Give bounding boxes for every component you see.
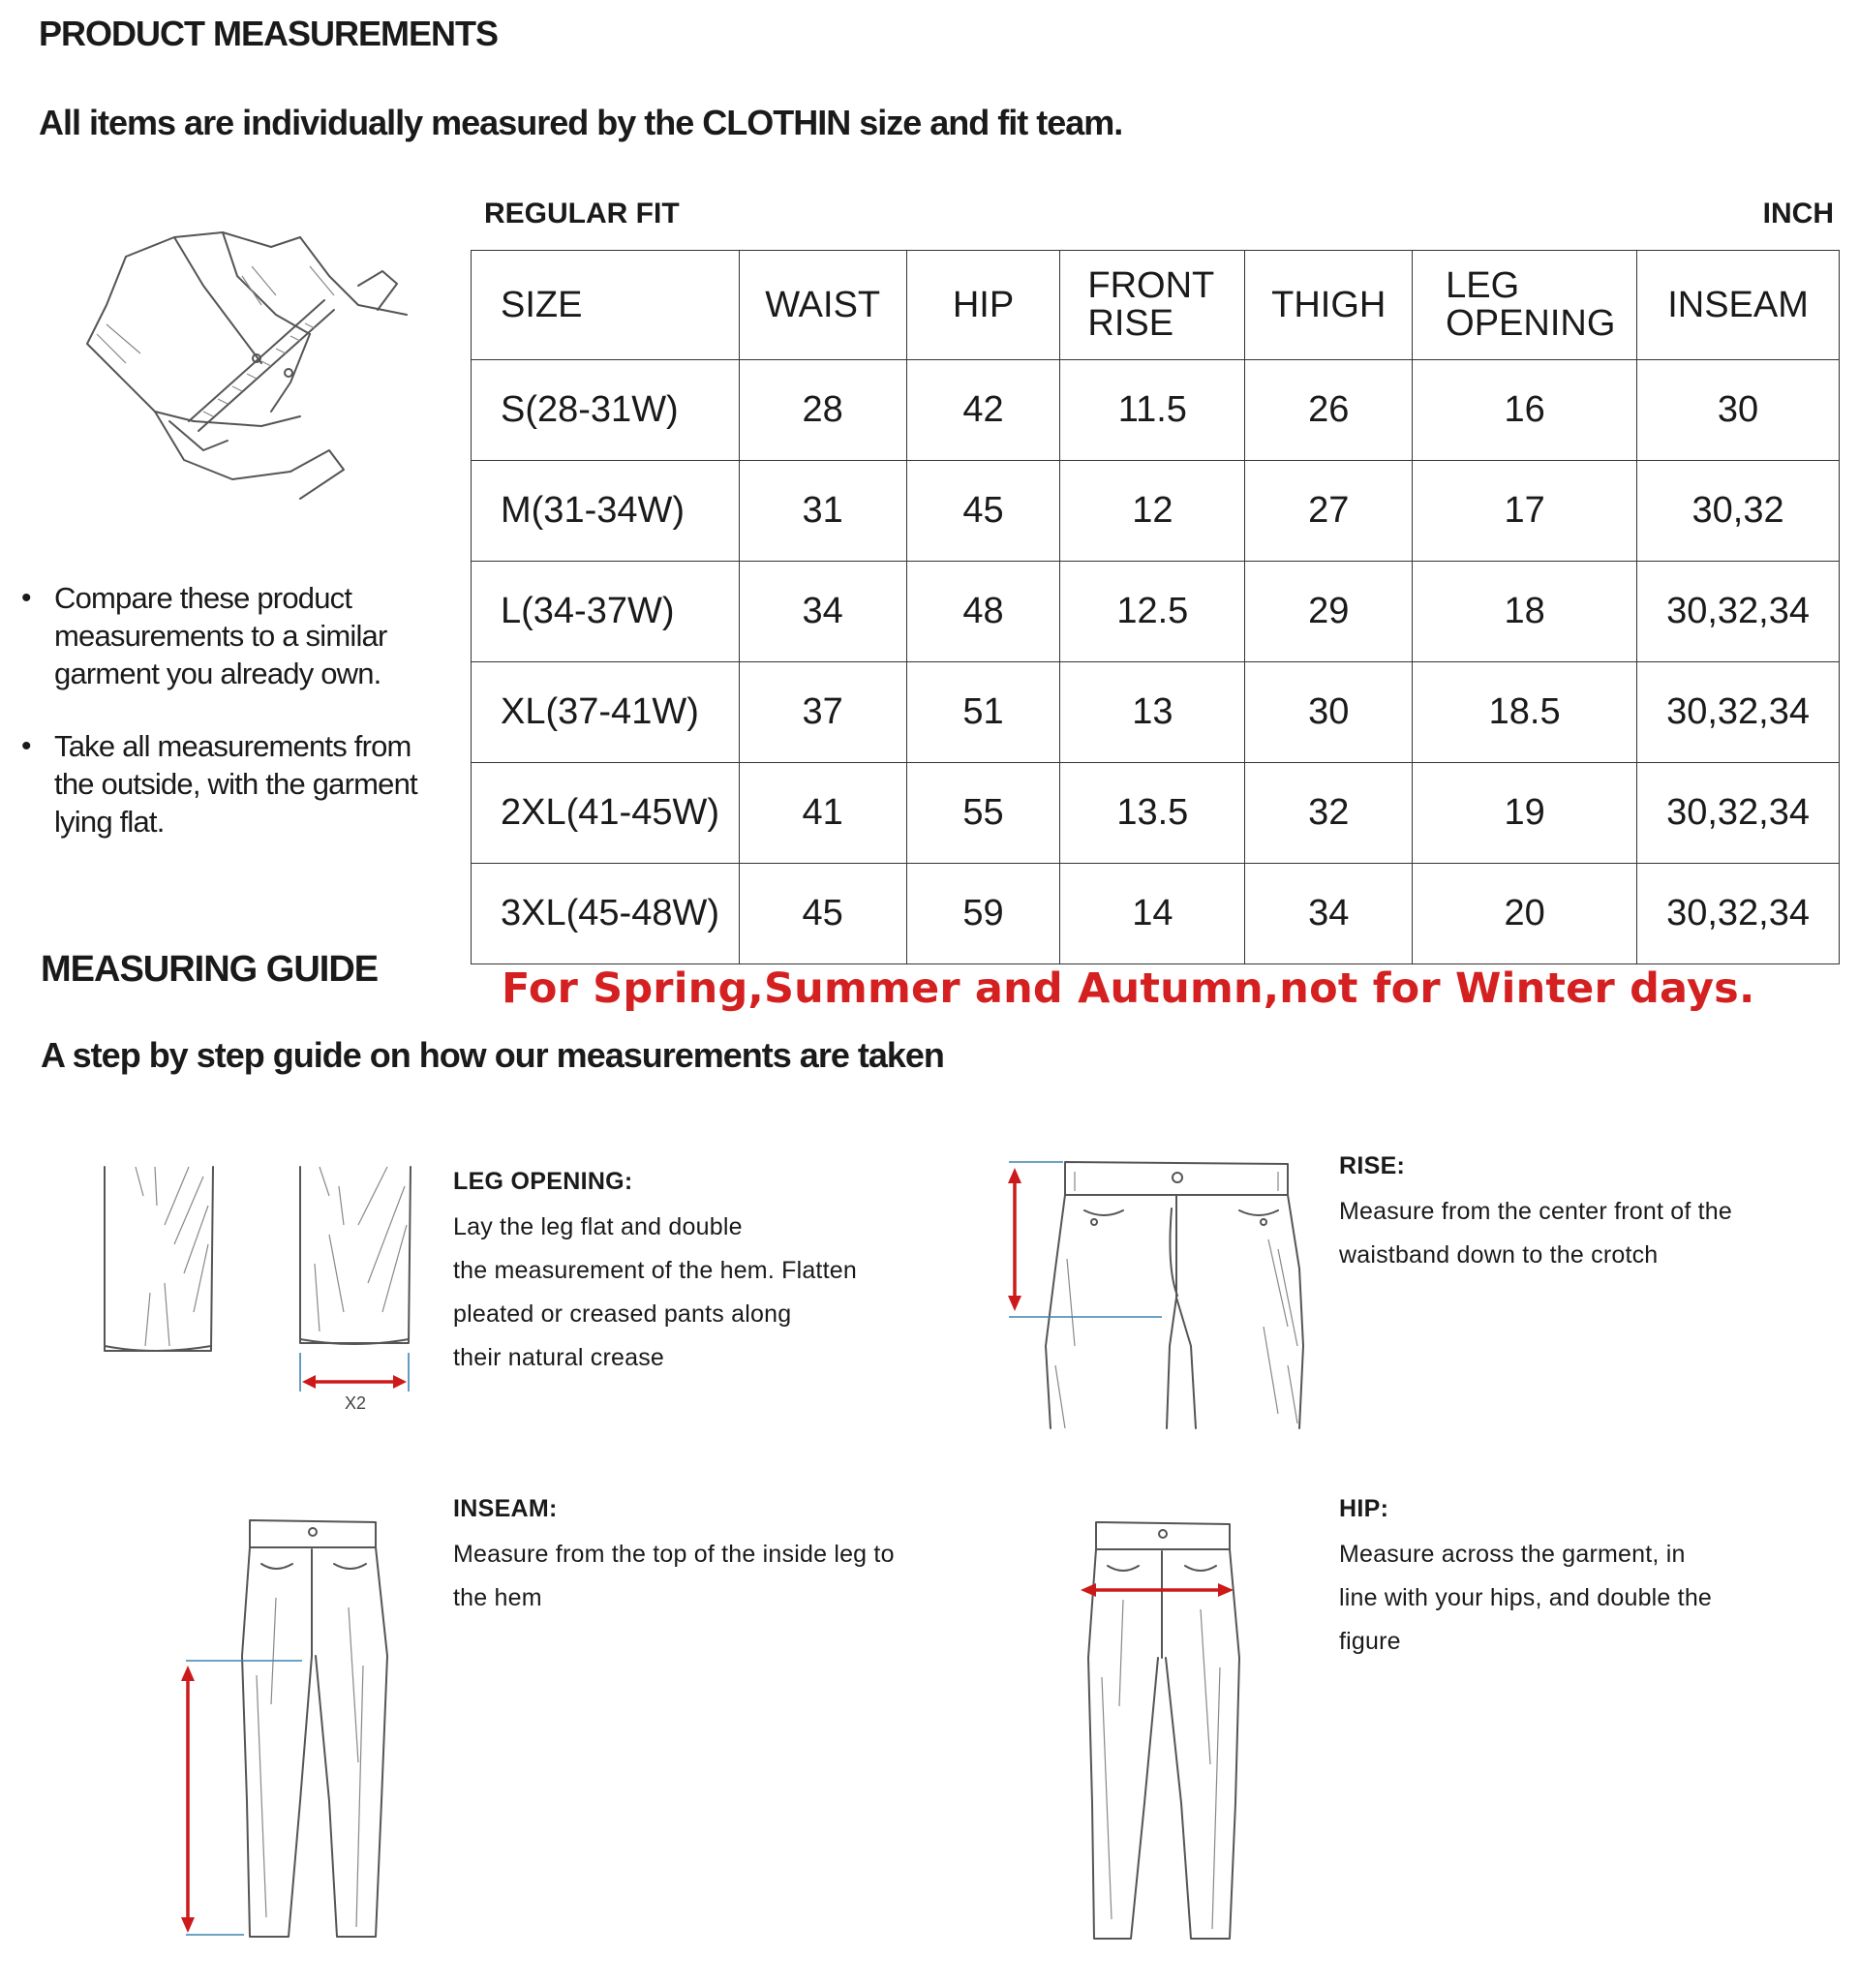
front-rise-cell: 13 [1060, 662, 1245, 763]
size-cell: 2XL(41-45W) [472, 763, 740, 864]
thigh-cell: 26 [1245, 360, 1413, 461]
inseam-cell: 30,32,34 [1637, 562, 1840, 662]
column-header-waist: WAIST [739, 251, 906, 360]
front-rise-cell: 12.5 [1060, 562, 1245, 662]
thigh-cell: 34 [1245, 864, 1413, 964]
hip-cell: 42 [906, 360, 1060, 461]
tip-item: • Compare these product measurements to a similar garment you already own. [21, 579, 428, 692]
column-header-thigh: THIGH [1245, 251, 1413, 360]
hip-cell: 48 [906, 562, 1060, 662]
guide-title: MEASURING GUIDE [41, 949, 379, 990]
leg-opening-cell: 19 [1413, 763, 1637, 864]
leg-opening-cell: 18.5 [1413, 662, 1637, 763]
column-header-front-rise: FRONT RISE [1060, 251, 1245, 360]
table-row [472, 461, 1840, 562]
guide-leg-opening-title: LEG OPENING: [453, 1168, 633, 1195]
thigh-cell: 30 [1245, 662, 1413, 763]
guide-hip-line: Measure across the garment, in [1339, 1541, 1686, 1568]
table-row [472, 360, 1840, 461]
guide-inseam-line: the hem [453, 1584, 542, 1611]
size-cell: XL(37-41W) [472, 662, 740, 763]
guide-inseam-title: INSEAM: [453, 1495, 558, 1522]
size-cell: S(28-31W) [472, 360, 740, 461]
leg-opening-cell: 16 [1413, 360, 1637, 461]
leg-opening-cell: 20 [1413, 864, 1637, 964]
inseam-illustration [174, 1511, 416, 1946]
guide-rise [1339, 1152, 1804, 1277]
thigh-cell: 32 [1245, 763, 1413, 864]
guide-hip-title: HIP: [1339, 1495, 1389, 1522]
table-row [472, 662, 1840, 763]
guide-leg-opening-line: Lay the leg flat and double [453, 1213, 743, 1240]
column-header-leg-opening: LEG OPENING [1413, 251, 1637, 360]
leg-opening-cell: 17 [1413, 461, 1637, 562]
waist-cell: 41 [739, 763, 906, 864]
size-cell: 3XL(45-48W) [472, 864, 740, 964]
hip-cell: 55 [906, 763, 1060, 864]
hip-cell: 51 [906, 662, 1060, 763]
table-header-row [472, 251, 1840, 360]
inseam-cell: 30,32,34 [1637, 662, 1840, 763]
size-cell: L(34-37W) [472, 562, 740, 662]
guide-subtitle: A step by step guide on how our measurements are taken [41, 1035, 944, 1075]
guide-hip-line: figure [1339, 1628, 1401, 1655]
size-cell: M(31-34W) [472, 461, 740, 562]
front-rise-cell: 14 [1060, 864, 1245, 964]
hip-illustration [1075, 1513, 1249, 1948]
measurement-tips [21, 579, 428, 875]
guide-rise-title: RISE: [1339, 1152, 1406, 1179]
inseam-cell: 30,32,34 [1637, 763, 1840, 864]
guide-rise-line: waistband down to the crotch [1339, 1241, 1659, 1269]
hip-cell: 59 [906, 864, 1060, 964]
front-rise-cell: 13.5 [1060, 763, 1245, 864]
tip-item: • Take all measurements from the outside, with the garment lying flat. [21, 727, 428, 841]
page-title: PRODUCT MEASUREMENTS [39, 14, 499, 53]
guide-leg-opening [453, 1168, 918, 1380]
thigh-cell: 27 [1245, 461, 1413, 562]
inseam-cell: 30 [1637, 360, 1840, 461]
hip-cell: 45 [906, 461, 1060, 562]
thigh-cell: 29 [1245, 562, 1413, 662]
table-row [472, 562, 1840, 662]
waist-cell: 28 [739, 360, 906, 461]
waist-cell: 45 [739, 864, 906, 964]
inseam-cell: 30,32 [1637, 461, 1840, 562]
leg-opening-cell: 18 [1413, 562, 1637, 662]
season-note: For Spring,Summer and Autumn,not for Winter days. [502, 964, 1755, 1013]
double-marker: X2 [344, 1393, 367, 1413]
page-subtitle: All items are individually measured by the CLOTHIN size and fit team. [39, 103, 1123, 142]
front-rise-cell: 11.5 [1060, 360, 1245, 461]
rise-illustration [997, 1152, 1317, 1433]
waist-cell: 34 [739, 562, 906, 662]
guide-hip-line: line with your hips, and double the [1339, 1584, 1713, 1611]
guide-hip [1339, 1495, 1804, 1664]
leg-opening-illustration [97, 1167, 426, 1419]
table-row [472, 763, 1840, 864]
waist-cell: 31 [739, 461, 906, 562]
size-chart-table [471, 250, 1840, 964]
column-header-size: SIZE [472, 251, 740, 360]
column-header-inseam: INSEAM [1637, 251, 1840, 360]
waist-cell: 37 [739, 662, 906, 763]
inseam-cell: 30,32,34 [1637, 864, 1840, 964]
guide-leg-opening-line: pleated or creased pants along [453, 1300, 792, 1328]
guide-inseam [453, 1495, 918, 1620]
guide-leg-opening-line: their natural crease [453, 1344, 665, 1371]
column-header-hip: HIP [906, 251, 1060, 360]
guide-leg-opening-line: the measurement of the hem. Flatten [453, 1257, 857, 1284]
table-row [472, 864, 1840, 964]
fit-label: REGULAR FIT [484, 198, 680, 229]
guide-rise-line: Measure from the center front of the [1339, 1198, 1733, 1225]
unit-label: INCH [1762, 198, 1834, 229]
guide-inseam-line: Measure from the top of the inside leg to [453, 1541, 895, 1568]
front-rise-cell: 12 [1060, 461, 1245, 562]
jacket-measuring-illustration [68, 218, 416, 508]
